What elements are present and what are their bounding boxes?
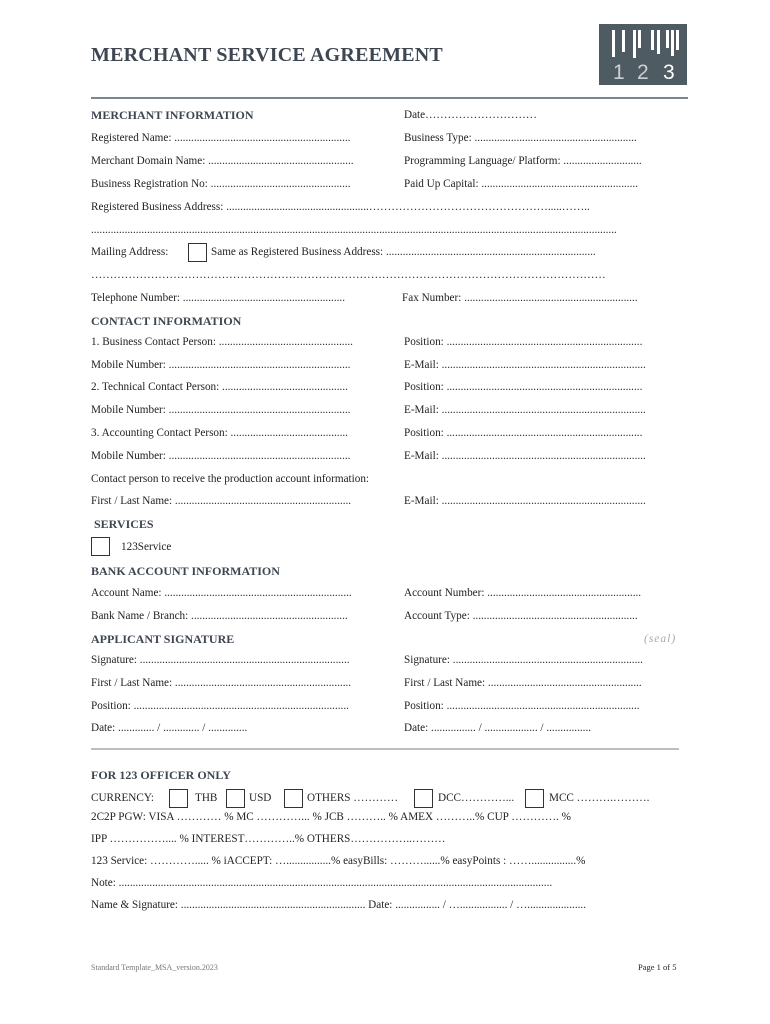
technical-mobile-field[interactable]: Mobile Number: ................................................................. <box>91 404 351 416</box>
registered-address-continuation[interactable]: ............................................................................................................................................................................................ <box>91 224 617 236</box>
signature-left-field[interactable]: Signature: ........................................................................... <box>91 654 350 666</box>
accounting-contact-field[interactable]: 3. Accounting Contact Person: .......................................... <box>91 427 348 439</box>
name-left-field[interactable]: First / Last Name: ............................................................... <box>91 677 352 689</box>
others-currency-checkbox[interactable] <box>284 789 303 808</box>
merchant-domain-field[interactable]: Merchant Domain Name: .................................................... <box>91 155 354 167</box>
business-contact-field[interactable]: 1. Business Contact Person: ................................................ <box>91 336 353 348</box>
business-email-field[interactable]: E-Mail: ......................................................................... <box>404 359 646 371</box>
accounting-email-field[interactable]: E-Mail: ......................................................................... <box>404 450 646 462</box>
template-version: Standard Template_MSA_version.2023 <box>91 963 218 972</box>
technical-position-field[interactable]: Position: ...................................................................... <box>404 381 643 393</box>
technical-email-field[interactable]: E-Mail: ......................................................................... <box>404 404 646 416</box>
ipp-rates-line[interactable]: IPP …………….... % INTEREST…………..% OTHERS……………..……… <box>91 833 446 845</box>
account-type-field[interactable]: Account Type: ........................................................... <box>404 610 638 622</box>
thb-label[interactable]: THB <box>195 792 218 804</box>
currency-label: CURRENCY: <box>91 792 154 804</box>
telephone-field[interactable]: Telephone Number: .......................................................... <box>91 292 346 304</box>
logo-digit-2: 2 <box>637 61 649 84</box>
company-logo <box>599 24 687 85</box>
dcc-checkbox[interactable] <box>414 789 433 808</box>
same-address-checkbox[interactable] <box>188 243 207 262</box>
title-divider <box>91 97 688 99</box>
signature-right-field[interactable]: Signature: .................................................................... <box>404 654 643 666</box>
dcc-label[interactable]: DCC…………... <box>438 792 515 804</box>
123service-checkbox[interactable] <box>91 537 110 556</box>
date-right-field[interactable]: Date: ................ / ................... / ................ <box>404 722 592 734</box>
page-number: Page 1 of 5 <box>638 962 677 972</box>
others-currency-label[interactable]: OTHERS ………… <box>307 792 399 804</box>
business-registration-field[interactable]: Business Registration No: .................................................. <box>91 178 351 190</box>
mcc-checkbox[interactable] <box>525 789 544 808</box>
applicant-signature-heading: APPLICANT SIGNATURE <box>91 632 235 646</box>
production-email-field[interactable]: E-Mail: ......................................................................... <box>404 495 646 507</box>
mcc-label[interactable]: MCC ……….………. <box>549 792 650 804</box>
position-right-field[interactable]: Position: ..................................................................... <box>404 700 640 712</box>
name-right-field[interactable]: First / Last Name: ....................................................... <box>404 677 642 689</box>
note-field[interactable]: Note: ........................................................................................................................................................... <box>91 877 553 889</box>
merchant-info-heading: MERCHANT INFORMATION <box>91 108 254 122</box>
production-contact-note: Contact person to receive the production account information: <box>91 473 370 485</box>
bank-branch-field[interactable]: Bank Name / Branch: ........................................................ <box>91 610 348 622</box>
barcode-logo-icon <box>599 24 687 85</box>
pgw-rates-line[interactable]: 2C2P PGW: VISA ………… % MC …………... % JCB ……….. % AMEX ………..% CUP …………. % <box>91 811 571 823</box>
position-left-field[interactable]: Position: ............................................................................. <box>91 700 349 712</box>
mailing-address-continuation[interactable]: ………………………………………………………………………………………………………………………… <box>91 269 606 281</box>
thb-checkbox[interactable] <box>169 789 188 808</box>
logo-digit-3: 3 <box>663 61 675 84</box>
fax-field[interactable]: Fax Number: .............................................................. <box>402 292 638 304</box>
programming-language-field[interactable]: Programming Language/ Platform: ............................ <box>404 155 642 167</box>
date-left-field[interactable]: Date: ............. / ............. / .............. <box>91 722 248 734</box>
technical-contact-field[interactable]: 2. Technical Contact Person: ............................................. <box>91 381 348 393</box>
business-position-field[interactable]: Position: ...................................................................... <box>404 336 643 348</box>
services-heading: SERVICES <box>94 517 154 531</box>
date-field[interactable]: Date………………………… <box>404 109 537 121</box>
bank-info-heading: BANK ACCOUNT INFORMATION <box>91 564 280 578</box>
accounting-mobile-field[interactable]: Mobile Number: ................................................................. <box>91 450 351 462</box>
registered-name-field[interactable]: Registered Name: ............................................................... <box>91 132 351 144</box>
usd-checkbox[interactable] <box>226 789 245 808</box>
officer-heading: FOR 123 OFFICER ONLY <box>91 768 231 782</box>
officer-name-signature-field[interactable]: Name & Signature: .................................................................. Date: ................ / …................. / …..................... <box>91 899 587 911</box>
accounting-position-field[interactable]: Position: ...................................................................... <box>404 427 643 439</box>
section-divider <box>91 748 679 750</box>
logo-digit-1: 1 <box>613 61 625 84</box>
contact-info-heading: CONTACT INFORMATION <box>91 314 242 328</box>
123service-label[interactable]: 123Service <box>121 541 172 553</box>
business-type-field[interactable]: Business Type: .......................................................... <box>404 132 637 144</box>
usd-label[interactable]: USD <box>249 792 272 804</box>
account-number-field[interactable]: Account Number: ....................................................... <box>404 587 642 599</box>
seal-placeholder: (seal) <box>644 633 677 645</box>
paid-up-capital-field[interactable]: Paid Up Capital: ........................................................ <box>404 178 638 190</box>
business-mobile-field[interactable]: Mobile Number: ................................................................. <box>91 359 351 371</box>
registered-address-field[interactable]: Registered Business Address: ...................................................………………………………………….....…….. <box>91 201 590 213</box>
service-rates-line[interactable]: 123 Service: …………..... % iACCEPT: …................% easyBills: ………......% easyPoints : ……................% <box>91 855 586 867</box>
same-as-registered-label[interactable]: Same as Registered Business Address: ........................................................................... <box>211 246 596 258</box>
production-name-field[interactable]: First / Last Name: ............................................................... <box>91 495 352 507</box>
page-title: MERCHANT SERVICE AGREEMENT <box>91 44 443 66</box>
account-name-field[interactable]: Account Name: ................................................................... <box>91 587 352 599</box>
mailing-address-label: Mailing Address: <box>91 246 169 258</box>
